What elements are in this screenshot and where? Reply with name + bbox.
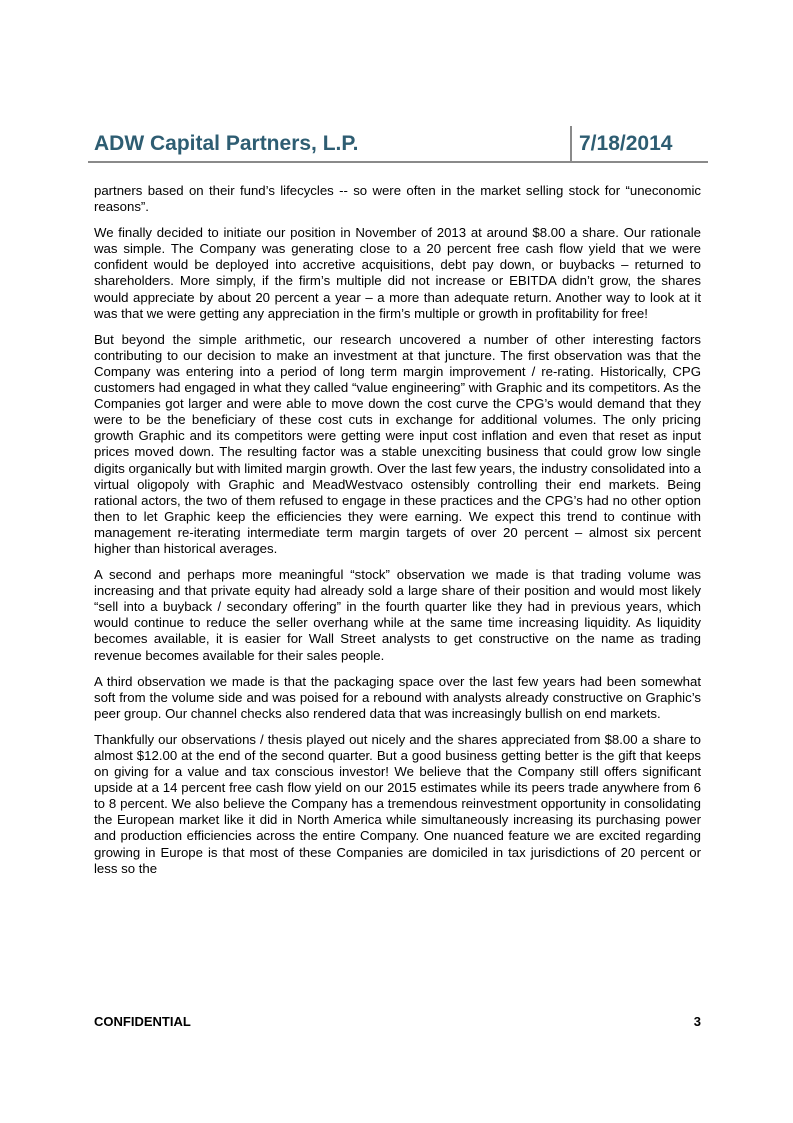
- header-divider: [570, 126, 572, 162]
- document-title: ADW Capital Partners, L.P.: [94, 132, 359, 155]
- paragraph: But beyond the simple arithmetic, our research uncovered a number of other interesting factors contributing to our decision to make an investment at that juncture. The first observation was that the Company was entering into a period of long term margin improvement / re-rating. Historically, CPG customers had engaged in what they called “value engineering” with Graphic and its competitors. As the Companies got larger and were able to move down the cost curve the CPG’s would demand that they were to be the beneficiary of these cost cuts in exchange for additional volumes. The only pricing growth Graphic and its competitors were getting were input cost inflation and even that reset as input prices moved down. The resulting factor was a stable unexciting business that could grow low single digits organically but with limited margin growth. Over the last few years, the industry consolidated into a virtual oligopoly with Graphic and MeadWestvaco ostensibly controlling their end markets. Being rational actors, the two of them refused to engage in these practices and the CPG’s had no other option then to let Graphic keep the efficiencies they were earning. We expect this trend to continue with management re-iterating intermediate term margin targets of over 20 percent – almost six percent higher than historical averages.: [94, 331, 701, 556]
- confidential-label: CONFIDENTIAL: [94, 1014, 191, 1029]
- document-date: 7/18/2014: [579, 132, 673, 155]
- paragraph: A third observation we made is that the packaging space over the last few years had been somewhat soft from the volume side and was poised for a rebound with analysts already constructive on Graphic’s peer group. Our channel checks also rendered data that was increasingly bullish on end markets.: [94, 673, 701, 721]
- paragraph: We finally decided to initiate our position in November of 2013 at around $8.00 a share. Our rationale was simple. The Company was generating close to a 20 percent free cash flow yield that we were confident would be deployed into accretive acquisitions, debt pay down, or buybacks – returned to shareholders. More simply, if the firm’s multiple did not increase or EBITDA didn’t grow, the shares would appreciate by about 20 percent a year – a more than adequate return. Another way to look at it was that we were getting any appreciation in the firm’s multiple or growth in profitability for free!: [94, 225, 701, 321]
- page-footer: [94, 1014, 701, 1032]
- page-number: 3: [693, 1014, 701, 1029]
- page-header: [88, 126, 708, 163]
- body-text: [94, 183, 701, 887]
- paragraph: Thankfully our observations / thesis played out nicely and the shares appreciated from $8.00 a share to almost $12.00 at the end of the second quarter. But a good business getting better is the gift that keeps on giving for a value and tax conscious investor! We believe that the Company still offers significant upside at a 14 percent free cash flow yield on our 2015 estimates while its peers trade anywhere from 6 to 8 percent. We also believe the Company has a tremendous reinvestment opportunity in consolidating the European market like it did in North America while simultaneously increasing its purchasing power and production efficiencies across the entire Company. One nuanced feature we are excited regarding growing in Europe is that most of these Companies are domiciled in tax jurisdictions of 20 percent or less so the: [94, 731, 701, 876]
- paragraph: partners based on their fund’s lifecycles -- so were often in the market selling stock for “uneconomic reasons”.: [94, 183, 701, 215]
- header-rule: [88, 161, 708, 163]
- paragraph: A second and perhaps more meaningful “stock” observation we made is that trading volume was increasing and that private equity had already sold a large share of their position and would most likely “sell into a buyback / secondary offering” in the fourth quarter like they had in previous years, which would continue to reduce the seller overhang while at the same time increasing liquidity. As liquidity becomes available, it is easier for Wall Street analysts to get constructive on the name as trading revenue becomes available for their sales people.: [94, 567, 701, 663]
